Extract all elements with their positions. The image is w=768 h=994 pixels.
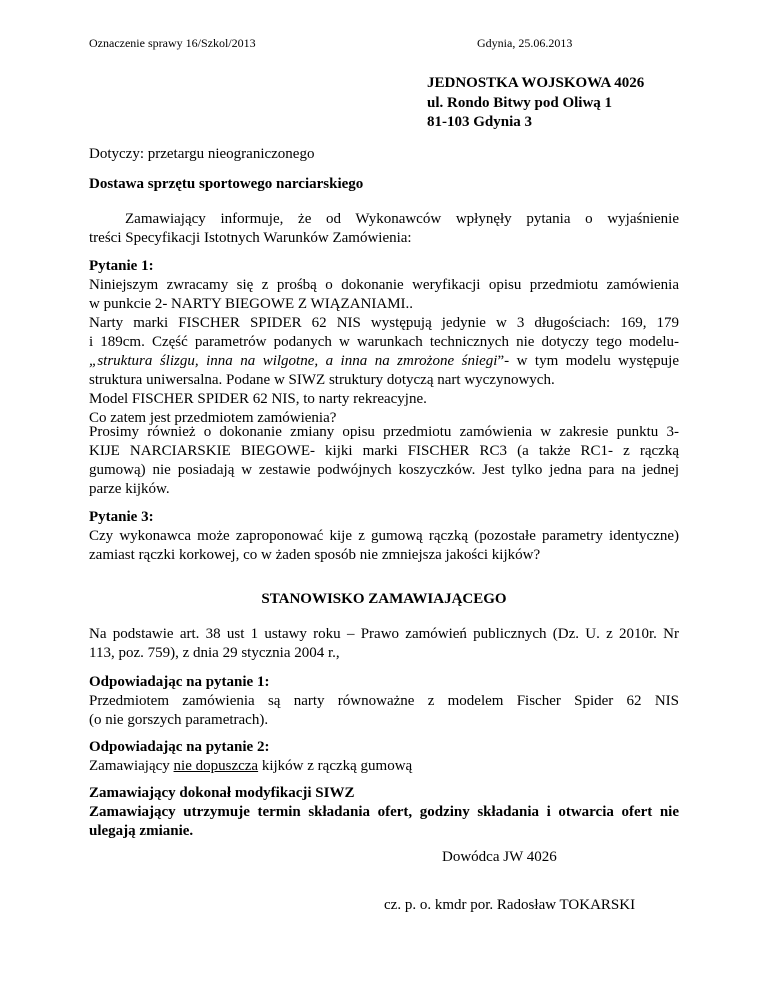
answer-2-heading: Odpowiadając na pytanie 2: [89,739,270,755]
question-1-line-4: i 189cm. Część parametrów podanych w warunkach technicznych nie dotyczy tego modelu- [89,334,679,350]
addressee-line-3: 81-103 Gdynia 3 [427,114,533,130]
title-text: Dostawa sprzętu sportowego narciarskiego [89,176,364,192]
legal-basis-line-2: 113, poz. 759), z dnia 29 stycznia 2004 r., [89,645,340,661]
closing-line-1: Zamawiający dokonał modyfikacji SIWZ [89,785,355,801]
question-2-line-2: KIJE NARCIARSKIE BIEGOWE- kijki marki FISCHER RC3 (a także RC1- z rączką [89,443,679,459]
question-1-line-8: Co zatem jest przedmiotem zamówienia? [89,410,337,426]
answer-2-line [89,757,679,776]
answer-2 [89,738,679,776]
answer-2-post: kijków z rączką gumową [258,758,413,774]
question-1-line-2: w punkcie 2- NARTY BIEGOWE Z WIĄZANIAMI.. [89,296,414,312]
signature-name [384,896,674,915]
legal-basis [89,625,679,663]
subject-line [89,145,679,164]
question-1-line-3: Narty marki FISCHER SPIDER 62 NIS występują jedynie w 3 długościach: 169, 179 [89,315,679,331]
question-3-line-2: zamiast rączki korkowej, co w żaden sposób nie zmniejsza jakości kijków? [89,547,541,563]
intro-line-2: treści Specyfikacji Istotnych Warunków Zamówienia: [89,230,412,246]
signature-role [442,848,642,867]
question-1-line-7: Model FISCHER SPIDER 62 NIS, to narty rekreacyjne. [89,391,427,407]
question-1-quote-rest: ”- w tym modelu występuje [497,353,679,369]
question-1-quote: „struktura ślizgu, inna na wilgotne, a inna na zmrożone śniegi [89,353,498,369]
closing-line-3: ulegają zmianie. [89,823,194,839]
question-2-line-3: gumową) nie posiadają w zestawie podwójnych koszyczków. Jest tylko jedna para na jednej [89,462,679,478]
answer-2-underlined: nie dopuszcza [173,758,259,774]
subject-text: Dotyczy: przetargu nieograniczonego [89,146,315,162]
closing-statement [89,784,679,841]
legal-basis-line-1: Na podstawie art. 38 ust 1 ustawy roku – Prawo zamówień publicznych (Dz. U. z 2010r. Nr [89,626,679,642]
answer-1-line-1: Przedmiotem zamówienia są narty równoważne z modelem Fischer Spider 62 NIS [89,693,679,709]
signature-role-text: Dowódca JW 4026 [442,849,557,865]
place-and-date: Gdynia, 25.06.2013 [477,36,573,50]
signature-name-text: cz. p. o. kmdr por. Radosław TOKARSKI [384,897,636,913]
question-2-line-4: parze kijków. [89,481,170,497]
answer-2-pre: Zamawiający [89,758,174,774]
closing-line-2: Zamawiający utrzymuje termin składania ofert, godziny składania i otwarcia ofert nie [89,804,679,820]
question-3-heading: Pytanie 3: [89,509,154,525]
question-1-heading: Pytanie 1: [89,258,154,274]
case-reference: Oznaczenie sprawy 16/Szkol/2013 [89,36,256,50]
question-2 [89,423,679,499]
question-3 [89,508,679,565]
question-1-line-1: Niniejszym zwracamy się z prośbą o dokonanie weryfikacji opisu przedmiotu zamówienia [89,277,679,293]
position-heading: STANOWISKO ZAMAWIAJĄCEGO [261,591,507,607]
question-3-line-1: Czy wykonawca może zaproponować kije z gumową rączką (pozostałe parametry identyczne) [89,528,679,544]
question-1-line-5 [89,352,679,371]
addressee-line-2: ul. Rondo Bitwy pod Oliwą 1 [427,94,613,111]
question-2-line-1: Prosimy również o dokonanie zmiany opisu przedmiotu zamówienia w zakresie punktu 3- [89,424,679,440]
answer-1-heading: Odpowiadając na pytanie 1: [89,674,270,690]
document-title [89,175,679,194]
answer-1-line-2: (o nie gorszych parametrach). [89,712,269,728]
question-1 [89,257,679,428]
answer-1 [89,673,679,730]
intro-line-1: Zamawiający informuje, że od Wykonawców wpłynęły pytania o wyjaśnienie [125,211,679,227]
question-1-line-6: struktura uniwersalna. Podane w SIWZ struktury dotyczą nart wyczynowych. [89,372,555,388]
addressee-line-1: JEDNOSTKA WOJSKOWA 4026 [427,75,645,91]
intro-paragraph [89,210,679,248]
addressee-block [427,74,644,133]
